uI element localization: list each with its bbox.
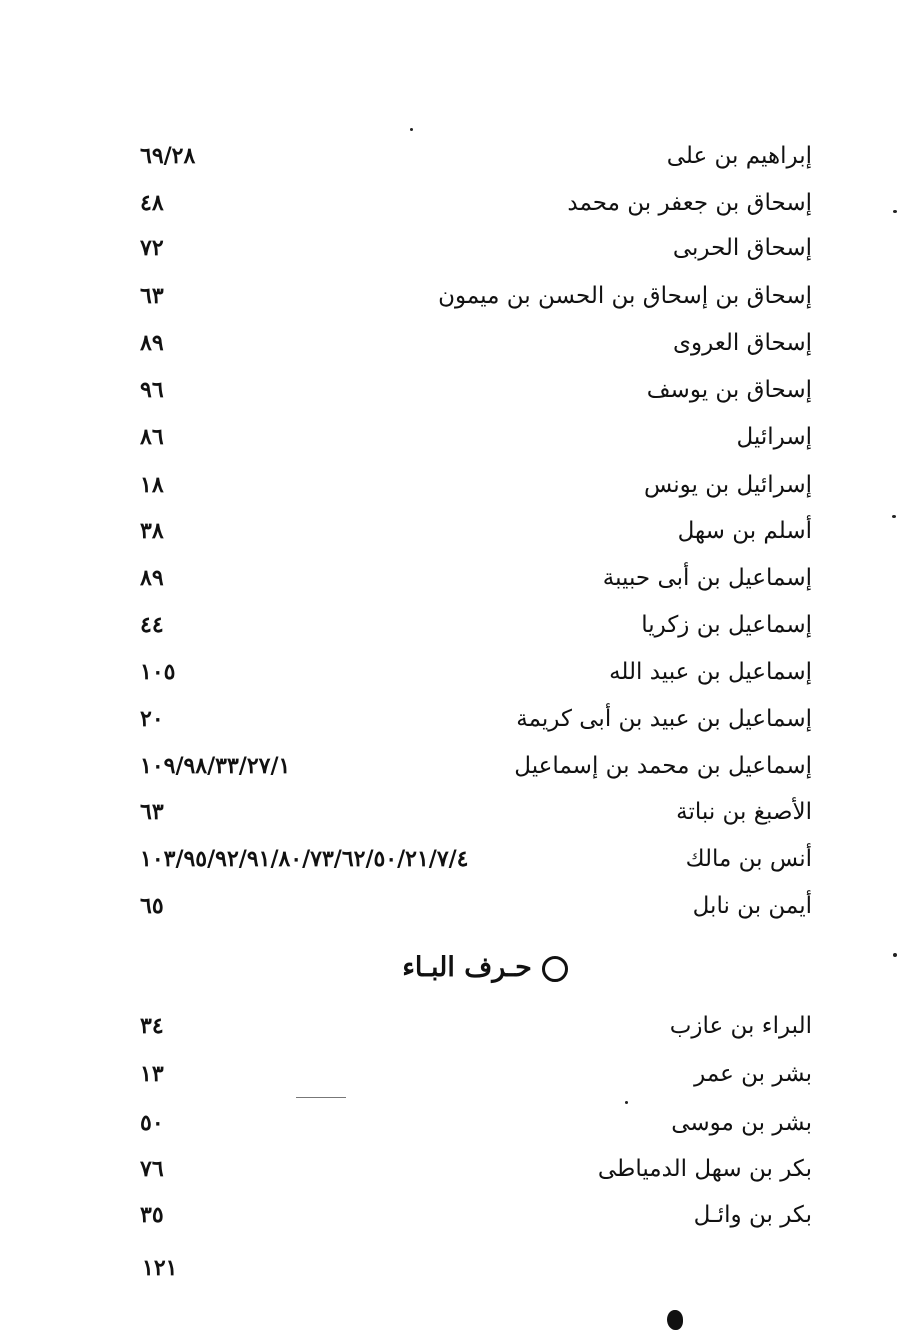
- entry-name: أيمن بن نابل: [692, 893, 812, 919]
- entry-pages: ١٣: [140, 1061, 164, 1087]
- entry-pages: ٩٦: [140, 377, 164, 403]
- entry-pages: ٦٥: [140, 893, 164, 919]
- list-item: [130, 1202, 820, 1242]
- scan-speck: [892, 515, 896, 518]
- list-item: [130, 143, 820, 183]
- list-item: [130, 1013, 820, 1053]
- list-item: [130, 190, 820, 230]
- scan-speck: [410, 128, 413, 131]
- list-item: [130, 518, 820, 558]
- entry-name: إسحاق الحربى: [672, 235, 812, 261]
- entry-pages: ٤٨: [140, 190, 164, 216]
- entry-name: بكر بن سهل الدمياطى: [597, 1156, 812, 1182]
- entry-pages: ٦٩/٢٨: [140, 143, 196, 169]
- entry-name: الأصبغ بن نباتة: [676, 799, 812, 825]
- entry-pages: ٤٤: [140, 612, 164, 638]
- entry-name: إسرائيل بن يونس: [643, 472, 812, 498]
- entry-pages: ١٠٩/٩٨/٣٣/٢٧/١: [140, 753, 291, 779]
- entry-name: إسرائيل: [736, 424, 812, 450]
- entry-pages: ٧٦: [140, 1156, 164, 1182]
- list-item: [130, 612, 820, 652]
- entry-name: إسماعيل بن زكريا: [641, 612, 812, 638]
- scan-speck: [893, 210, 897, 213]
- entry-pages: ٦٣: [140, 799, 164, 825]
- entry-name: إسماعيل بن محمد بن إسماعيل: [514, 753, 812, 779]
- list-item: [130, 1061, 820, 1101]
- entry-name: إسحاق بن إسحاق بن الحسن بن ميمون: [438, 283, 812, 309]
- page-number: ١٢١: [142, 1255, 178, 1281]
- entry-name: بشر بن موسى: [671, 1110, 812, 1136]
- entry-pages: ٣٥: [140, 1202, 164, 1228]
- list-item: [130, 659, 820, 699]
- entry-name: أسلم بن سهل: [677, 518, 812, 544]
- list-item: [130, 424, 820, 464]
- entry-name: إسماعيل بن أبى حبيبة: [602, 565, 812, 591]
- entry-pages: ٣٤: [140, 1013, 164, 1039]
- entry-pages: ١٠٥: [140, 659, 176, 685]
- list-item: [130, 472, 820, 512]
- entry-pages: ٢٠: [140, 706, 164, 732]
- scan-speck: [893, 953, 897, 957]
- list-item: [130, 1110, 820, 1150]
- entry-name: إسحاق بن يوسف: [646, 377, 812, 403]
- scan-mark-line: [296, 1097, 346, 1098]
- list-item: [130, 235, 820, 275]
- list-item: [130, 565, 820, 605]
- entry-pages: ٧٢: [140, 235, 164, 261]
- scan-speck: [625, 1101, 628, 1104]
- circle-icon: [542, 956, 568, 982]
- entry-pages: ٥٠: [140, 1110, 164, 1136]
- entry-pages: ٦٣: [140, 283, 164, 309]
- entry-pages: ٨٦: [140, 424, 164, 450]
- entry-name: بشر بن عمر: [694, 1061, 812, 1087]
- entry-name: بكر بن وائـل: [693, 1202, 812, 1228]
- entry-pages: ٨٩: [140, 330, 164, 356]
- entry-pages: ٨٩: [140, 565, 164, 591]
- list-item: [130, 1156, 820, 1196]
- entry-pages: ٣٨: [140, 518, 164, 544]
- list-item: [130, 846, 820, 886]
- entry-name: البراء بن عازب: [669, 1013, 812, 1039]
- section-heading: [380, 952, 590, 996]
- list-item: [130, 330, 820, 370]
- list-item: [130, 377, 820, 417]
- entry-pages: ١٨: [140, 472, 164, 498]
- list-item: [130, 893, 820, 933]
- list-item: [130, 283, 820, 323]
- entry-name: إسماعيل بن عبيد بن أبى كريمة: [516, 706, 812, 732]
- entry-name: إسحاق العروى: [673, 330, 812, 356]
- section-heading-text: حـرف البـاء: [402, 952, 532, 983]
- entry-name: أنس بن مالك: [685, 846, 812, 872]
- entry-name: إسحاق بن جعفر بن محمد: [567, 190, 812, 216]
- entry-name: إسماعيل بن عبيد الله: [609, 659, 812, 685]
- entry-name: إبراهيم بن على: [666, 143, 812, 169]
- entry-pages: ١٠٣/٩٥/٩٢/٩١/٨٠/٧٣/٦٢/٥٠/٢١/٧/٤: [140, 846, 469, 872]
- list-item: [130, 799, 820, 839]
- list-item: [130, 706, 820, 746]
- list-item: [130, 753, 820, 793]
- ink-blot: [667, 1310, 683, 1330]
